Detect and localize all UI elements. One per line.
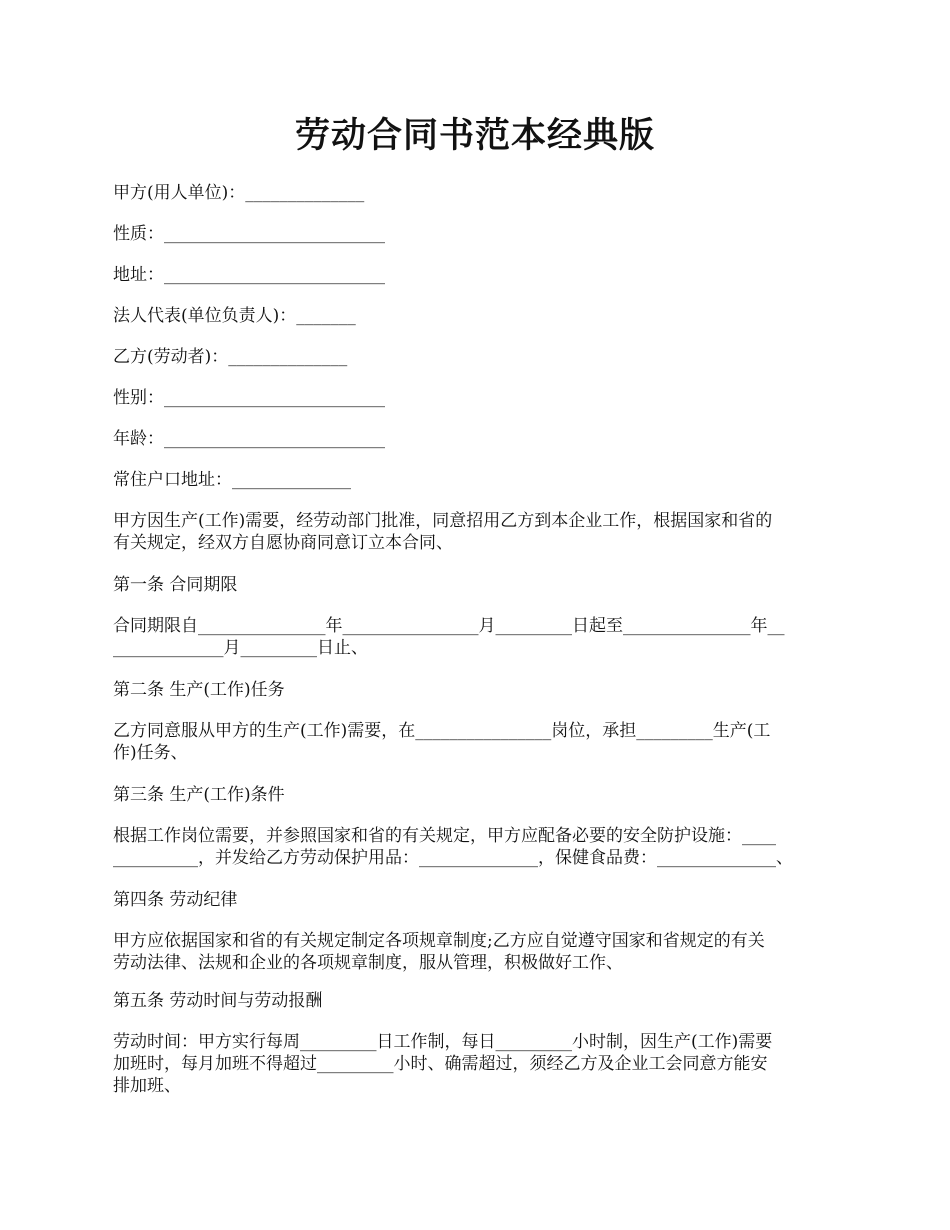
article-3-heading: 第三条 生产(工作)条件: [113, 785, 285, 805]
article-line: 排加班、: [113, 1076, 181, 1096]
field-address: 地址：__________________________: [113, 265, 385, 285]
article-line: 劳动时间：甲方实行每周_________日工作制，每日_________小时制，因生产(工作)需要: [113, 1032, 773, 1052]
article-3-body: [113, 825, 858, 869]
article-4-heading: 第四条 劳动纪律: [113, 890, 238, 910]
field-legal-representative: 法人代表(单位负责人)：_______: [113, 306, 356, 326]
field-party-b: 乙方(劳动者)：______________: [113, 347, 348, 367]
article-2-body: [113, 720, 858, 764]
article-line: 合同期限自_______________年________________月_________日起至_______________年__: [113, 616, 785, 636]
article-1-body: [113, 615, 858, 659]
article-line: 根据工作岗位需要，并参照国家和省的有关规定，甲方应配备必要的安全防护设施：____: [113, 826, 776, 846]
article-line: 甲方应依据国家和省的有关规定制定各项规章制度;乙方应自觉遵守国家和省规定的有关: [113, 931, 765, 951]
article-5-heading: 第五条 劳动时间与劳动报酬: [113, 991, 323, 1011]
article-line: __________，并发给乙方劳动保护用品：______________，保健食品费：______________、: [113, 848, 793, 868]
article-line: _____________月_________日止、: [113, 638, 368, 658]
intro-line: 有关规定，经双方自愿协商同意订立本合同、: [113, 533, 453, 553]
field-gender: 性别：__________________________: [113, 388, 385, 408]
field-age: 年龄：__________________________: [113, 429, 385, 449]
intro-line: 甲方因生产(工作)需要，经劳动部门批准，同意招用乙方到本企业工作，根据国家和省的: [113, 511, 773, 531]
article-5-body: [113, 1031, 858, 1097]
intro-paragraph: [113, 510, 858, 554]
field-party-a: 甲方(用人单位)：______________: [113, 183, 365, 203]
document-title: 劳动合同书范本经典版: [294, 115, 655, 156]
article-line: 劳动法律、法规和企业的各项规章制度，服从管理，积极做好工作、: [113, 953, 623, 973]
article-line: 作)任务、: [113, 743, 188, 763]
article-line: 乙方同意服从甲方的生产(工作)需要，在________________岗位，承担_________生产(工: [113, 721, 771, 741]
article-1-heading: 第一条 合同期限: [113, 575, 238, 595]
article-line: 加班时，每月加班不得超过_________小时、确需超过，须经乙方及企业工会同意方能安: [113, 1054, 768, 1074]
article-4-body: [113, 930, 858, 974]
field-residence-address: 常住户口地址：______________: [113, 470, 351, 490]
article-2-heading: 第二条 生产(工作)任务: [113, 680, 285, 700]
field-nature: 性质：__________________________: [113, 224, 385, 244]
